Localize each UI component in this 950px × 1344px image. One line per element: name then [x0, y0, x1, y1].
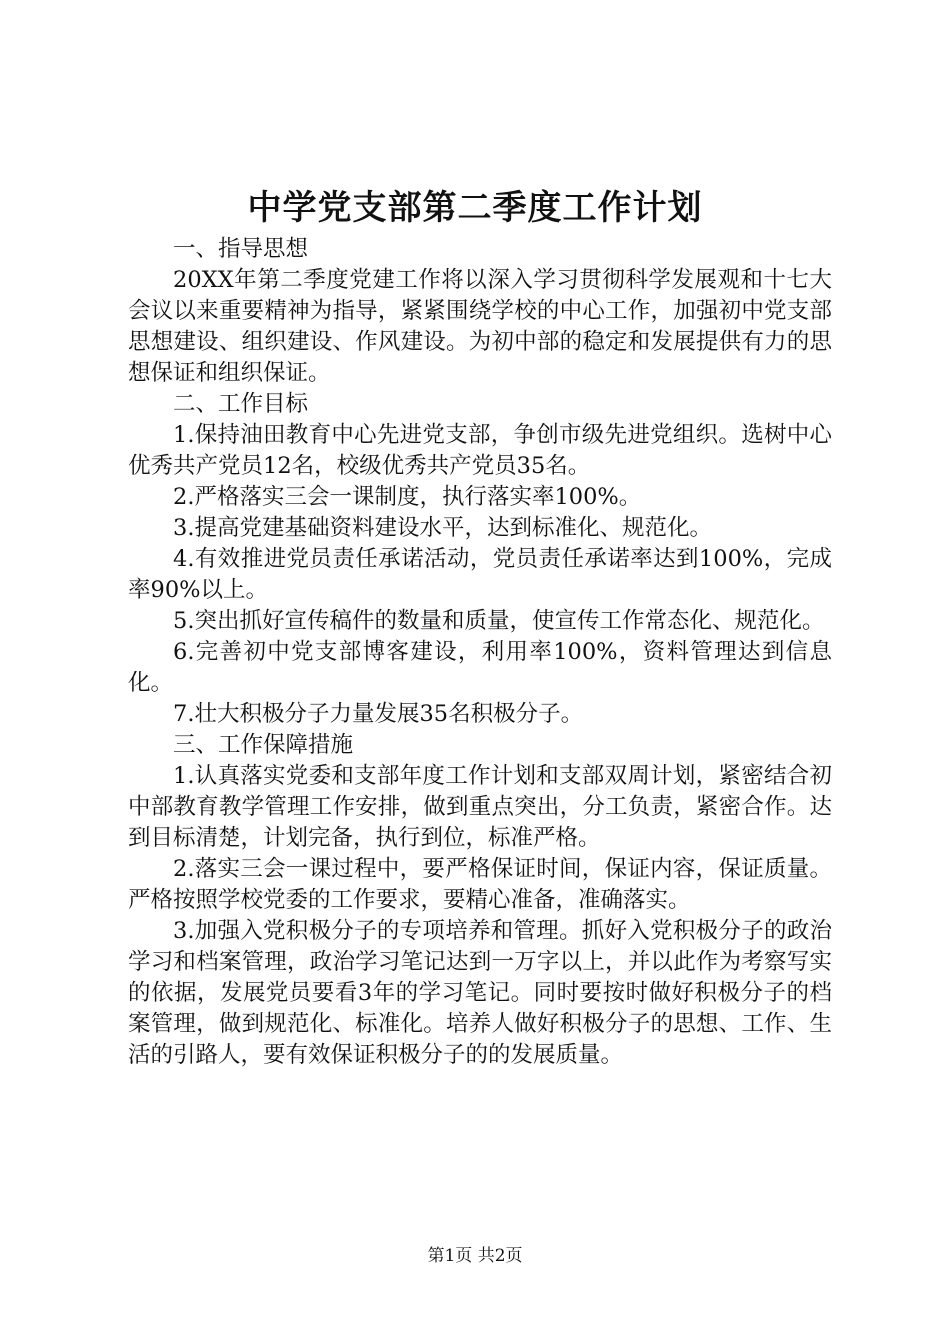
paragraph: 20XX年第二季度党建工作将以深入学习贯彻科学发展观和十七大会议以来重要精神为指导，紧紧围绕学校的中心工作，加强初中党支部思想建设、组织建设、作风建设。为初中部的稳定和发展提供有力的思想保证和组织保证。	[128, 267, 832, 386]
document-title: 中学党支部第二季度工作计划	[247, 188, 703, 228]
list-item: 7.壮大积极分子力量发展35名积极分子。	[173, 701, 584, 727]
list-item: 2.落实三会一课过程中，要严格保证时间，保证内容，保证质量。严格按照学校党委的工作要求，要精心准备，准确落实。	[128, 856, 832, 913]
section-heading-safeguard-measures: 三、工作保障措施	[173, 732, 354, 758]
section-heading-guiding-ideology: 一、指导思想	[173, 236, 309, 262]
list-item: 2.严格落实三会一课制度，执行落实率100%。	[173, 484, 642, 510]
section-heading-work-goals: 二、工作目标	[173, 391, 309, 417]
document-body	[128, 234, 832, 1071]
list-item: 3.提高党建基础资料建设水平，达到标准化、规范化。	[173, 515, 712, 541]
list-item: 3.加强入党积极分子的专项培养和管理。抓好入党积极分子的政治学习和档案管理，政治学习笔记达到一万字以上，并以此作为考察写实的依据，发展党员要看3年的学习笔记。同时要按时做好积极分子的档案管理，做到规范化、标准化。培养人做好积极分子的思想、工作、生活的引路人，要有效保证积极分子的的发展质量。	[128, 918, 832, 1068]
list-item: 4.有效推进党员责任承诺活动，党员责任承诺率达到100%，完成率90%以上。	[128, 546, 832, 603]
page-number-footer: 第1页 共2页	[427, 1246, 523, 1266]
list-item: 5.突出抓好宣传稿件的数量和质量，使宣传工作常态化、规范化。	[173, 608, 825, 634]
list-item: 6.完善初中党支部博客建设，利用率100%，资料管理达到信息化。	[128, 639, 832, 696]
list-item: 1.认真落实党委和支部年度工作计划和支部双周计划，紧密结合初中部教育教学管理工作安排，做到重点突出，分工负责，紧密合作。达到目标清楚，计划完备，执行到位，标准严格。	[128, 763, 832, 851]
list-item: 1.保持油田教育中心先进党支部，争创市级先进党组织。选树中心优秀共产党员12名，校级优秀共产党员35名。	[128, 422, 832, 479]
